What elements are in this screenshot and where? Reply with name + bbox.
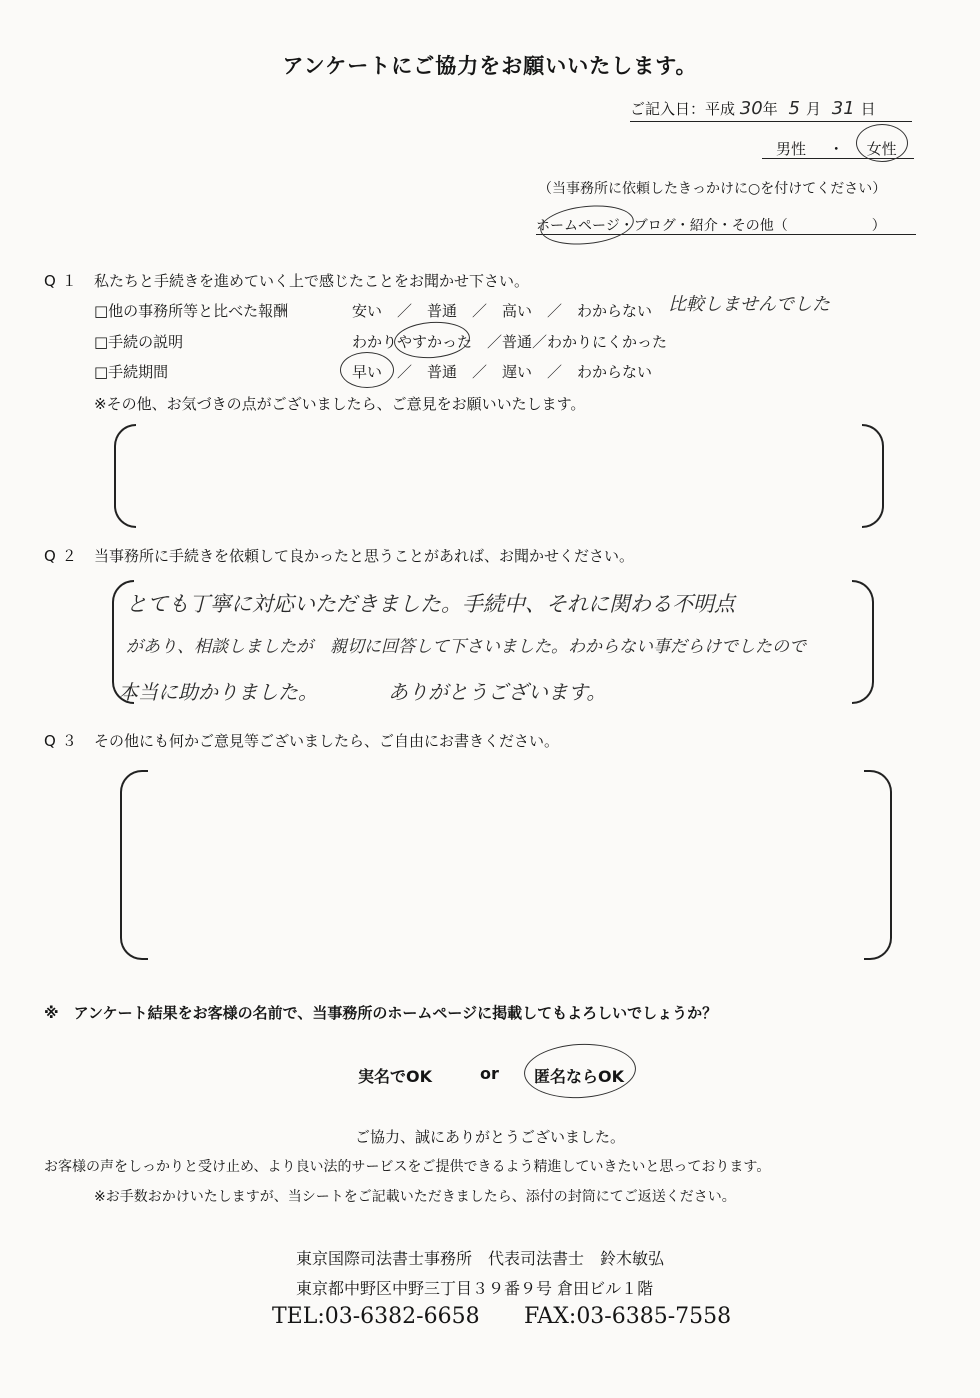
q2-answer-line-3[interactable]: 本当に助かりました。 ありがとうございます。 (118, 680, 607, 704)
thanks-line-3: ※お手数おかけいたしますが、当シートをご記載いただきましたら、添付の封筒にてご返送ください。 (94, 1189, 736, 1205)
q1-item-fee-handwritten: 比較しませんでした (668, 294, 830, 315)
q3-text: その他にも何かご意見等ございましたら、ご自由にお書きください。 (94, 732, 560, 750)
q3-label: Q３ (44, 732, 83, 750)
q1-comment-box-right (862, 424, 884, 528)
q1-item-fee-options[interactable]: 安い ／ 普通 ／ 高い ／ わからない (352, 302, 653, 320)
q3-comment-box-right (864, 770, 892, 960)
q2-answer-line-2[interactable]: があり、相談しましたが 親切に回答して下さいました。わからない事だらけでしたので (126, 637, 806, 657)
office-tel[interactable]: TEL:03-6382-6658 (272, 1304, 480, 1329)
office-address: 東京都中野区中野三丁目３９番９号 倉田ビル１階 (296, 1279, 654, 1298)
thanks-line-2: お客様の声をしっかりと受け止め、より良い法的サービスをご提供できるよう精進していきたいと思っております。 (44, 1159, 771, 1175)
office-name: 東京国際司法書士事務所 代表司法書士 鈴木敏弘 (296, 1249, 665, 1268)
q1-item-period-label[interactable]: □手続期間 (94, 363, 169, 381)
female-selection-circle (856, 124, 908, 162)
gender-female[interactable]: 女性 (866, 140, 897, 158)
gender-male[interactable]: 男性 (776, 140, 807, 158)
q1-item-explanation-options[interactable]: わかりやすかった ／普通／わかりにくかった (352, 333, 668, 351)
q1-item-fee-label[interactable]: □他の事務所等と比べた報酬 (94, 302, 289, 320)
explanation-selection-circle (393, 319, 471, 360)
q3-comment-area[interactable] (148, 776, 862, 950)
q1-comment-area[interactable] (136, 428, 860, 520)
office-fax[interactable]: FAX:03-6385-7558 (524, 1304, 732, 1329)
q1-comment-box-left (114, 424, 136, 528)
date-line (630, 98, 876, 119)
date-year-unit: 年 (762, 100, 778, 118)
trigger-options[interactable]: ホームページ・ブログ・紹介・その他（ ） (536, 218, 886, 234)
period-selection-circle (340, 352, 394, 388)
q2-text: 当事務所に手続きを依頼して良かったと思うことがあれば、お聞かせください。 (94, 547, 635, 565)
q1-label: Q１ (44, 272, 83, 290)
date-month-unit: 月 (805, 100, 821, 118)
date-label: ご記入日：平成 (630, 100, 736, 118)
q1-item-explanation-label[interactable]: □手続の説明 (94, 333, 184, 351)
publish-or: or (480, 1064, 499, 1083)
homepage-selection-circle (538, 201, 635, 249)
date-underline (630, 121, 912, 122)
q3-comment-box-left (120, 770, 148, 960)
date-day-unit: 日 (860, 100, 876, 118)
survey-title: アンケートにご協力をお願いいたします。 (282, 54, 698, 78)
anonymous-selection-circle (523, 1041, 638, 1101)
publish-real-name[interactable]: 実名でOK (358, 1067, 433, 1086)
publish-question: ※ アンケート結果をお客様の名前で、当事務所のホームページに掲載してもよろしいでしょうか？ (44, 1004, 718, 1022)
q1-item-period-options[interactable]: 早い ／ 普通 ／ 遅い ／ わからない (352, 363, 653, 381)
q2-answer-box-right (852, 580, 874, 704)
q1-note: ※その他、お気づきの点がございましたら、ご意見をお願いいたします。 (94, 395, 586, 413)
publish-anonymous[interactable]: 匿名ならOK (534, 1067, 625, 1086)
date-month[interactable]: 5 (788, 98, 800, 119)
trigger-question: （当事務所に依頼したきっかけに○を付けてください） (538, 181, 887, 197)
q2-label: Q２ (44, 547, 83, 565)
gender-sep: ・ (828, 140, 844, 158)
thanks-line-1: ご協力、誠にありがとうございました。 (354, 1128, 625, 1146)
date-day[interactable]: 31 (831, 98, 855, 119)
date-year[interactable]: 30 (739, 98, 763, 119)
q1-text: 私たちと手続きを進めていく上で感じたことをお聞かせ下さい。 (94, 272, 530, 290)
q2-answer-line-1[interactable]: とても丁寧に対応いただきました。手続中、それに関わる不明点 (126, 592, 735, 616)
